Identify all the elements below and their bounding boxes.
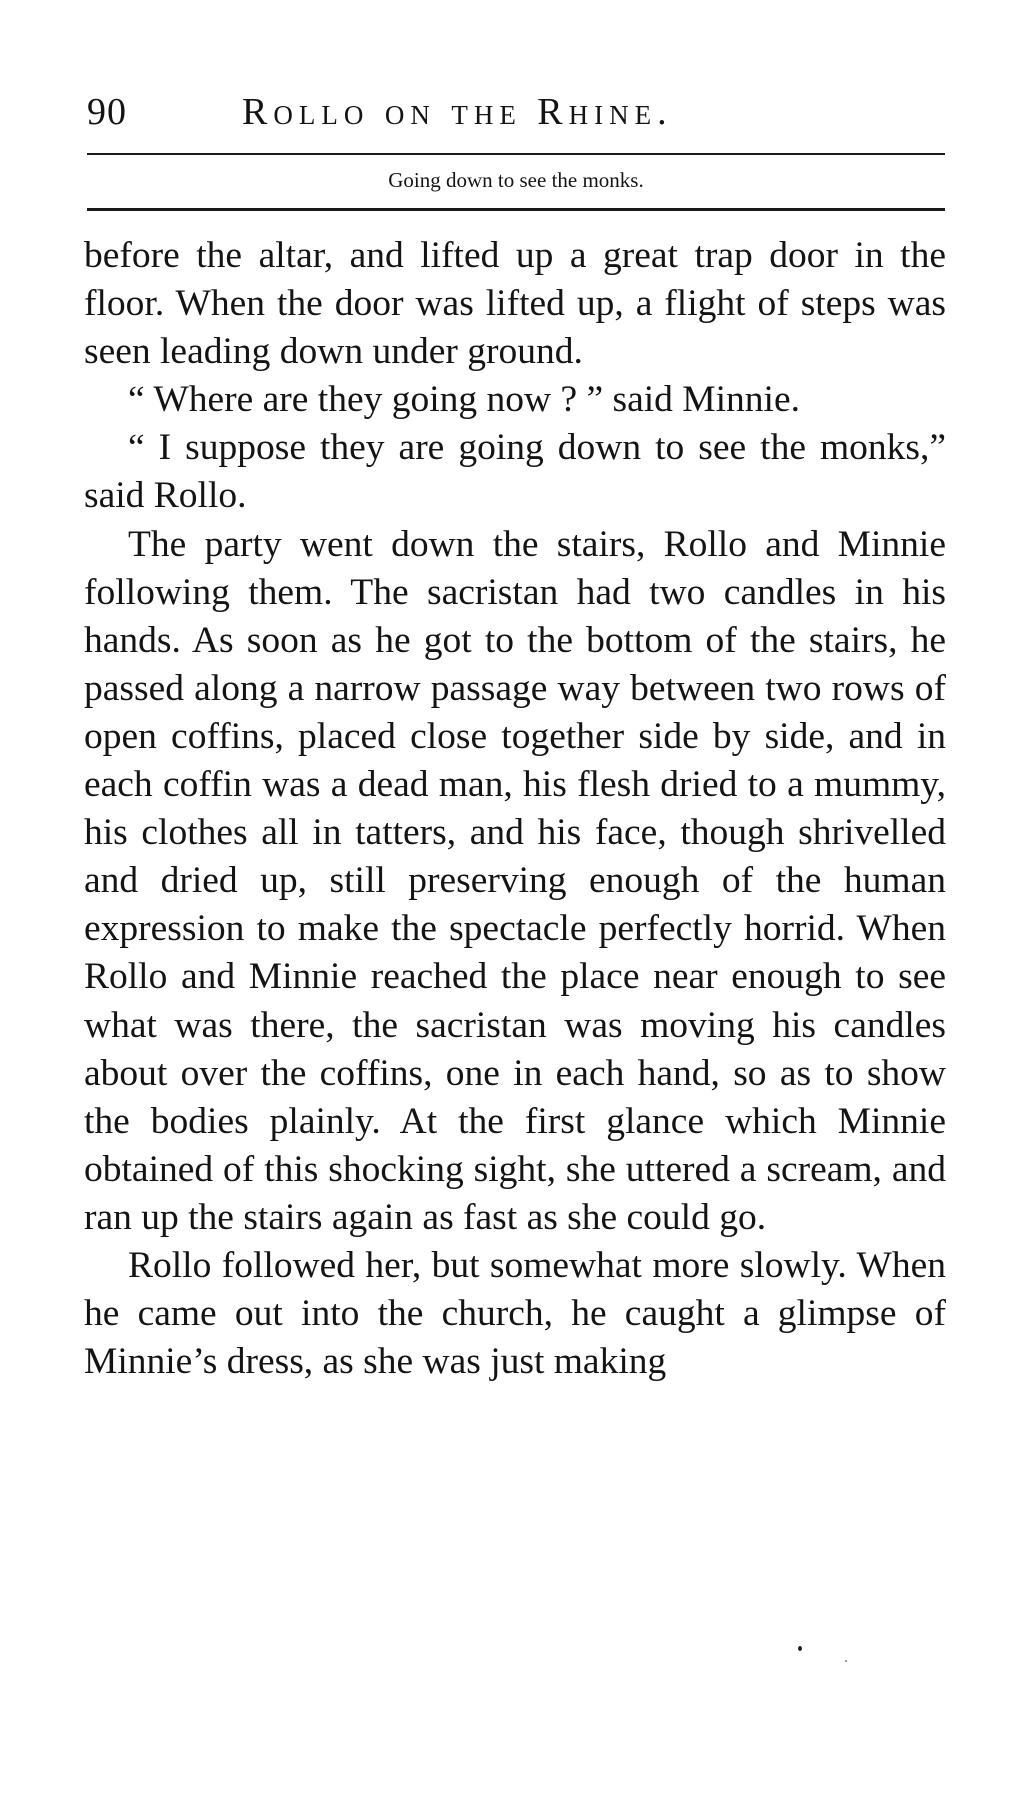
print-speck — [845, 1660, 847, 1662]
print-speck — [798, 1646, 802, 1651]
header-rule-bottom — [87, 208, 945, 211]
paragraph-dialogue-minnie: “ Where are they going now ? ” said Minnie. — [128, 379, 800, 421]
paragraph-dialogue-rollo: “ I suppose they are going down to see the monks,” said Rollo. — [84, 427, 946, 517]
chapter-subheading: Going down to see the monks. — [388, 168, 644, 192]
header-rule-top — [87, 153, 945, 155]
page-number: 90 — [87, 91, 127, 133]
paragraph-rollo-follows: Rollo followed her, but somewhat more slowly. When he came out into the church, he caught a glimpse of Minnie’s dress, as she was just making — [84, 1244, 946, 1383]
book-title: Rollo on the Rhine. — [242, 91, 673, 133]
paragraph-descent: The party went down the stairs, Rollo and Minnie following them. The sacristan had two candles in his hands. As soon as he got to the bottom of the stairs, he passed along a narrow passage way between two rows of open coffins, placed close together side by side, and in each coffin was a dead man, his flesh dried to a mummy, his clothes all in tatters, and his face, though shrivelled and dried up, still preserving enough of the human expression to make the spectacle perfectly horrid. When Rollo and Minnie reached the place near enough to see what was there, the sacristan was moving his candles about over the coffins, one in each hand, so as to show the bodies plainly. At the first glance which Minnie obtained of this shocking sight, she uttered a scream, and ran up the stairs again as fast as she could go. — [84, 523, 946, 1238]
running-header — [87, 88, 947, 138]
paragraph-continuation: before the altar, and lifted up a great trap door in the floor. When the door was lifted up, a flight of steps was seen leading down under ground. — [84, 235, 946, 373]
body-text — [84, 232, 946, 1386]
